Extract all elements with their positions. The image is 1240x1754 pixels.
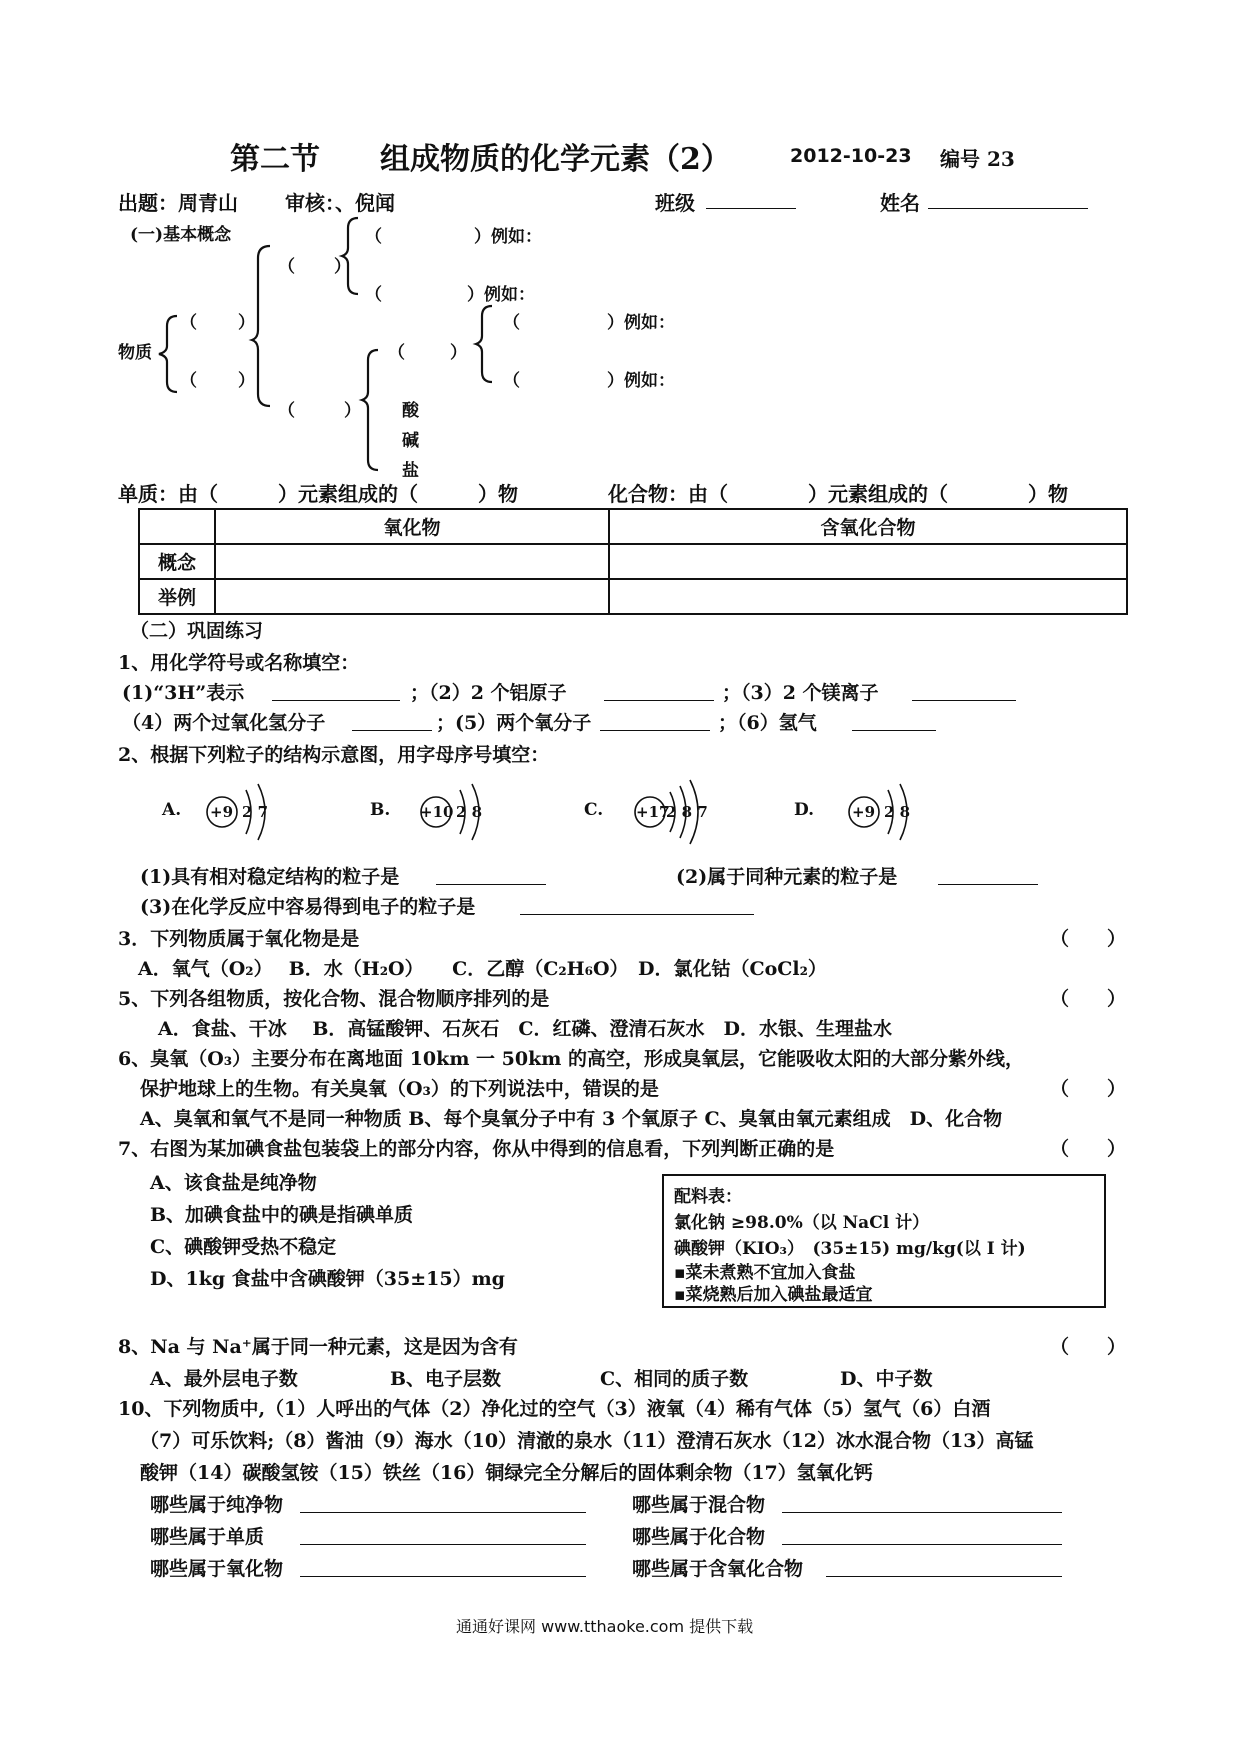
q10-element-label: 哪些属于单质 (150, 1526, 265, 1548)
atom-b-label: B. (370, 800, 391, 820)
q8-option-c: C、相同的质子数 (600, 1368, 749, 1390)
header-number: 编号 23 (940, 147, 1015, 171)
q2-blank-1[interactable] (436, 884, 546, 885)
question-7: 7、右图为某加碘食盐包装袋上的部分内容，你从中得到的信息看，下列判断正确的是 (118, 1138, 835, 1160)
q6-answer-paren[interactable]: （ ） (1050, 1078, 1127, 1100)
oxygen-compound-col-header: 含氧化合物 (609, 509, 1127, 544)
q10-compound-label: 哪些属于化合物 (632, 1526, 766, 1548)
q8-option-d: D、中子数 (840, 1368, 933, 1390)
atom-a-label: A. (162, 800, 182, 820)
q3-answer-paren[interactable]: （ ） (1050, 928, 1127, 950)
q1-part-d: （4）两个过氧化氢分子 (122, 712, 326, 734)
atom-c-shells: 2 8 7 (666, 803, 708, 821)
section1-heading: (一)基本概念 (130, 225, 232, 245)
ingredient-label-box (662, 1174, 1106, 1308)
paren-7-close: ） (238, 371, 255, 391)
paren-4-close: ） (238, 313, 255, 333)
compound-definition: 化合物：由（ ）元素组成的（ ）物 (608, 482, 1068, 506)
question-6-cont: 保护地球上的生物。有关臭氧（O₃）的下列说法中，错误的是 (140, 1078, 659, 1100)
q10-oxygen-compound-label: 哪些属于含氧化合物 (632, 1558, 804, 1580)
q7-answer-paren[interactable]: （ ） (1050, 1138, 1127, 1160)
ingredients-line-3: ▪菜未煮熟不宜加入食盐 (674, 1263, 856, 1283)
atom-c-nucleus: +17 (636, 803, 670, 821)
question-3: 3．下列物质属于氧化物是是 (118, 928, 360, 950)
paren-5: （ (503, 313, 520, 333)
question-10-cont-1: （7）可乐饮料;（8）酱油（9）海水（10）清澈的泉水（11）澄清石灰水（12）冰水混合物（13）高锰 (140, 1430, 1034, 1452)
q1-part-a: (1)“3H”表示 (122, 682, 245, 704)
page-title: 第二节 组成物质的化学元素（2） (230, 142, 731, 177)
paren-6: （ (388, 343, 405, 363)
q10-mixture-blank[interactable] (782, 1512, 1062, 1513)
q2-part-3: (3)在化学反应中容易得到电子的粒子是 (140, 896, 476, 918)
q2-blank-2[interactable] (938, 884, 1038, 885)
q10-compound-blank[interactable] (782, 1544, 1062, 1545)
paren-9-close: ） (344, 401, 361, 421)
atom-b-nucleus: +10 (420, 803, 454, 821)
paren-4: （ (180, 313, 197, 333)
acid-label: 酸 (402, 401, 419, 421)
q7-option-c: C、碘酸钾受热不稳定 (150, 1236, 337, 1258)
q1-part-b: ；（2）2 个铝原子 (410, 682, 567, 704)
paren-7: （ (180, 371, 197, 391)
q10-element-blank[interactable] (300, 1544, 586, 1545)
question-10: 10、下列物质中,（1）人呼出的气体（2）净化过的空气（3）液氧（4）稀有气体（5）氢气（6）白酒 (118, 1398, 991, 1420)
q2-part-2: (2)属于同种元素的粒子是 (676, 866, 898, 888)
paren-9: （ (278, 401, 295, 421)
paren-2-close: ） (334, 257, 351, 277)
base-label: 碱 (402, 431, 419, 451)
q1-part-c: ；（3）2 个镁离子 (722, 682, 879, 704)
q7-option-b: B、加碘食盐中的碘是指碘单质 (150, 1204, 414, 1226)
ingredients-title: 配料表： (674, 1187, 742, 1207)
atom-a-nucleus: +9 (210, 803, 234, 821)
q2-part-1: (1)具有相对稳定结构的粒子是 (140, 866, 400, 888)
class-label: 班级 (655, 191, 695, 215)
atom-a-shells: 2 7 (242, 803, 269, 821)
example-row-header: 举例 (139, 579, 215, 614)
name-label: 姓名 (880, 191, 920, 215)
q6-options: A、臭氧和氧气不是同一种物质 B、每个臭氧分子中有 3 个氧原子 C、臭氧由氧元素组成 D、化合物 (140, 1108, 1003, 1130)
header-date: 2012-10-23 (790, 145, 912, 167)
q7-option-d: D、1kg 食盐中含碘酸钾（35±15）mg (150, 1268, 505, 1290)
q5-answer-paren[interactable]: （ ） (1050, 988, 1127, 1010)
q3-options: A．氧气（O₂） B．水（H₂O） C．乙醇（C₂H₆O） D．氯化钴（CoCl₂） (138, 958, 827, 980)
salt-label: 盐 (402, 461, 419, 481)
oxide-col-header: 氧化物 (215, 509, 609, 544)
q7-option-a: A、该食盐是纯净物 (150, 1172, 317, 1194)
reviewer-label: 审核：、倪闻 (285, 191, 395, 215)
paren-8: （ (503, 371, 520, 391)
paren-6-close: ） (450, 343, 467, 363)
atom-d-shells: 2 8 (884, 803, 911, 821)
q10-pure-blank[interactable] (300, 1512, 586, 1513)
author-label: 出题：周青山 (118, 191, 238, 215)
atom-b-shells: 2 8 (456, 803, 483, 821)
q2-blank-3[interactable] (520, 914, 754, 915)
q8-option-b: B、电子层数 (390, 1368, 502, 1390)
atom-d-nucleus: +9 (852, 803, 876, 821)
paren-2: （ (278, 257, 295, 277)
example-4: ）例如： (607, 371, 675, 391)
example-3: ）例如： (607, 313, 675, 333)
atom-d-label: D. (794, 800, 815, 820)
section2-heading: （二）巩固练习 (130, 620, 264, 642)
atom-c-label: C. (584, 800, 604, 820)
q1-part-f: ；（6）氢气 (718, 712, 817, 734)
q5-options: A．食盐、干冰 B．高锰酸钾、石灰石 C．红磷、澄清石灰水 D．水银、生理盐水 (158, 1018, 893, 1040)
matter-label: 物质 (118, 343, 152, 363)
footer-text: 通通好课网 www.tthaoke.com 提供下载 (456, 1617, 754, 1636)
paren-3: （ (365, 285, 382, 305)
q10-mixture-label: 哪些属于混合物 (632, 1494, 766, 1516)
question-5: 5、下列各组物质，按化合物、混合物顺序排列的是 (118, 988, 550, 1010)
q10-oxide-blank[interactable] (300, 1576, 586, 1577)
paren-1: （ (365, 227, 382, 247)
q10-pure-label: 哪些属于纯净物 (150, 1494, 284, 1516)
q8-option-a: A、最外层电子数 (150, 1368, 298, 1390)
q8-answer-paren[interactable]: （ ） (1050, 1336, 1127, 1358)
element-definition: 单质：由（ ）元素组成的（ ）物 (118, 482, 518, 506)
example-1: ）例如： (474, 227, 542, 247)
question-10-cont-2: 酸钾（14）碳酸氢铵（15）铁丝（16）铜绿完全分解后的固体剩余物（17）氢氧化钙 (140, 1462, 873, 1484)
ingredients-line-4: ▪菜烧熟后加入碘盐最适宜 (674, 1285, 873, 1305)
question-1: 1、用化学符号或名称填空： (118, 652, 360, 674)
concept-row-header: 概念 (139, 544, 215, 579)
ingredients-line-2: 碘酸钾（KIO₃） (35±15) mg/kg(以 I 计) (674, 1239, 1026, 1259)
q10-oxygen-compound-blank[interactable] (826, 1576, 1062, 1577)
question-2: 2、根据下列粒子的结构示意图，用字母序号填空： (118, 744, 550, 766)
example-2: ）例如： (467, 285, 535, 305)
q1-part-e: ；(5）两个氧分子 (436, 712, 592, 734)
q10-oxide-label: 哪些属于氧化物 (150, 1558, 284, 1580)
question-8: 8、Na 与 Na⁺属于同一种元素，这是因为含有 (118, 1336, 518, 1358)
ingredients-line-1: 氯化钠 ≥98.0%（以 NaCl 计） (674, 1213, 930, 1233)
question-6: 6、臭氧（O₃）主要分布在离地面 10km 一 50km 的高空，形成臭氧层，它能吸收太阳的大部分紫外线， (118, 1048, 1024, 1070)
